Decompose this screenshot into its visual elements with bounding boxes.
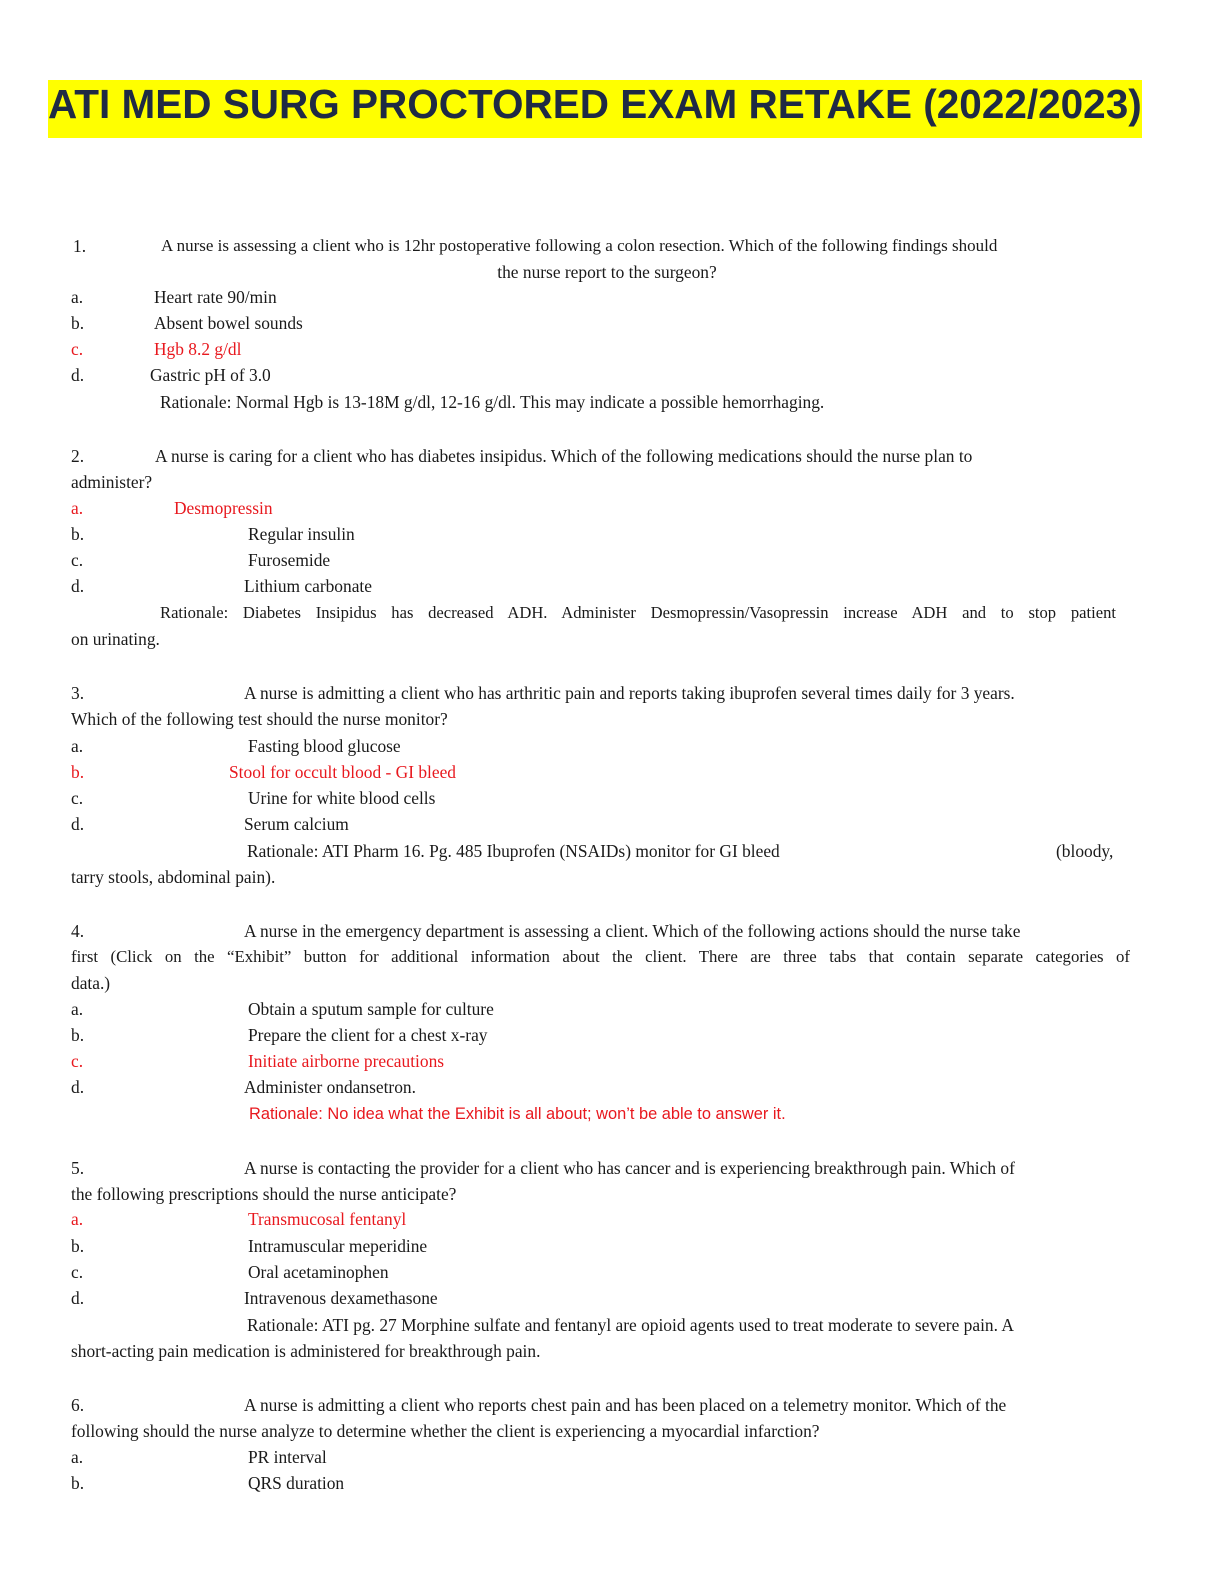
question-text-line: the nurse report to the surgeon? xyxy=(497,262,717,282)
correct-option-text: Transmucosal fentanyl xyxy=(248,1209,407,1229)
question-text-line: A nurse is caring for a client who has diabetes insipidus. Which of the following medications should the nurse plan to xyxy=(155,446,973,466)
option-letter: a. xyxy=(71,287,84,307)
question-number: 4. xyxy=(71,921,85,941)
question-text-line: following should the nurse analyze to determine whether the client is experiencing a myocardial infarction? xyxy=(71,1421,820,1441)
correct-option-text: Hgb 8.2 g/dl xyxy=(154,339,242,359)
question-text-line: A nurse is contacting the provider for a client who has cancer and is experiencing breakthrough pain. Which of xyxy=(244,1158,1015,1178)
option-letter: d. xyxy=(71,1077,85,1097)
option-letter: d. xyxy=(71,814,85,834)
option-text: PR interval xyxy=(248,1447,327,1467)
option-letter: b. xyxy=(71,1473,85,1493)
question-text-line: data.) xyxy=(71,973,111,993)
option-text: Obtain a sputum sample for culture xyxy=(248,999,494,1019)
question-number: 6. xyxy=(71,1395,85,1415)
option-letter: d. xyxy=(71,365,85,385)
correct-option-text: Stool for occult blood - GI bleed xyxy=(229,762,456,782)
rationale: Rationale: Diabetes Insipidus has decreased ADH. Administer Desmopressin/Vasopressin increase ADH and to stop patient xyxy=(160,603,1116,622)
option-text: Urine for white blood cells xyxy=(248,788,436,808)
document-title: ATI MED SURG PROCTORED EXAM RETAKE (2022/2023) xyxy=(48,81,1142,127)
option-text: QRS duration xyxy=(248,1473,345,1493)
question-text-line: Which of the following test should the nurse monitor? xyxy=(71,709,448,729)
rationale-tail: (bloody, xyxy=(1056,841,1114,861)
correct-option-letter: a. xyxy=(71,1209,84,1229)
question-text-line: administer? xyxy=(71,472,153,492)
option-text: Regular insulin xyxy=(248,524,355,544)
option-letter: a. xyxy=(71,1447,84,1467)
question-text-line: A nurse is assessing a client who is 12hr postoperative following a colon resection. Which of the following findings should xyxy=(161,236,998,255)
option-text: Administer ondansetron. xyxy=(244,1077,416,1097)
question-number: 1. xyxy=(73,236,87,256)
option-text: Intramuscular meperidine xyxy=(248,1236,428,1256)
question-number: 2. xyxy=(71,446,85,466)
rationale-continued: tarry stools, abdominal pain). xyxy=(71,867,276,887)
option-text: Heart rate 90/min xyxy=(154,287,277,307)
correct-option-letter: a. xyxy=(71,498,84,518)
correct-option-letter: c. xyxy=(71,339,84,359)
question-text-line: A nurse is admitting a client who reports chest pain and has been placed on a telemetry monitor. Which of the xyxy=(244,1395,1007,1415)
option-text: Lithium carbonate xyxy=(244,576,372,596)
correct-option-text: Initiate airborne precautions xyxy=(248,1051,445,1071)
option-text: Absent bowel sounds xyxy=(154,313,303,333)
question-text-line: A nurse in the emergency department is assessing a client. Which of the following actions should the nurse take xyxy=(244,921,1021,941)
rationale: Rationale: No idea what the Exhibit is all about; won’t be able to answer it. xyxy=(249,1105,786,1123)
option-letter: b. xyxy=(71,313,85,333)
question-number: 5. xyxy=(71,1158,85,1178)
option-letter: a. xyxy=(71,999,84,1019)
option-letter: b. xyxy=(71,524,85,544)
question-text-line: first (Click on the “Exhibit” button for additional information about the client. There are three tabs that contain separate categories of xyxy=(71,947,1130,966)
option-letter: a. xyxy=(71,736,84,756)
option-letter: c. xyxy=(71,1262,84,1282)
option-text: Serum calcium xyxy=(244,814,349,834)
option-letter: b. xyxy=(71,1236,85,1256)
option-text: Intravenous dexamethasone xyxy=(244,1288,438,1308)
option-text: Furosemide xyxy=(248,550,331,570)
option-text: Fasting blood glucose xyxy=(248,736,401,756)
question-text-line: the following prescriptions should the nurse anticipate? xyxy=(71,1184,457,1204)
option-letter: d. xyxy=(71,576,85,596)
option-text: Oral acetaminophen xyxy=(248,1262,389,1282)
correct-option-text: Desmopressin xyxy=(174,498,273,518)
option-letter: b. xyxy=(71,1025,85,1045)
rationale: Rationale: Normal Hgb is 13-18M g/dl, 12-16 g/dl. This may indicate a possible hemorrhaging. xyxy=(160,392,825,412)
correct-option-letter: b. xyxy=(71,762,85,782)
rationale-continued: on urinating. xyxy=(71,629,160,649)
option-letter: c. xyxy=(71,788,84,808)
option-letter: d. xyxy=(71,1288,85,1308)
question-number: 3. xyxy=(71,683,85,703)
rationale: Rationale: ATI Pharm 16. Pg. 485 Ibuprofen (NSAIDs) monitor for GI bleed xyxy=(247,841,780,861)
question-text-line: A nurse is admitting a client who has arthritic pain and reports taking ibuprofen several times daily for 3 years. xyxy=(244,683,1015,703)
option-text: Gastric pH of 3.0 xyxy=(150,365,271,385)
option-letter: c. xyxy=(71,550,84,570)
rationale: Rationale: ATI pg. 27 Morphine sulfate and fentanyl are opioid agents used to treat moderate to severe pain. A xyxy=(247,1315,1014,1335)
rationale-continued: short-acting pain medication is administered for breakthrough pain. xyxy=(71,1341,541,1361)
option-text: Prepare the client for a chest x-ray xyxy=(248,1025,488,1045)
title-highlight xyxy=(48,80,1142,138)
correct-option-letter: c. xyxy=(71,1051,84,1071)
